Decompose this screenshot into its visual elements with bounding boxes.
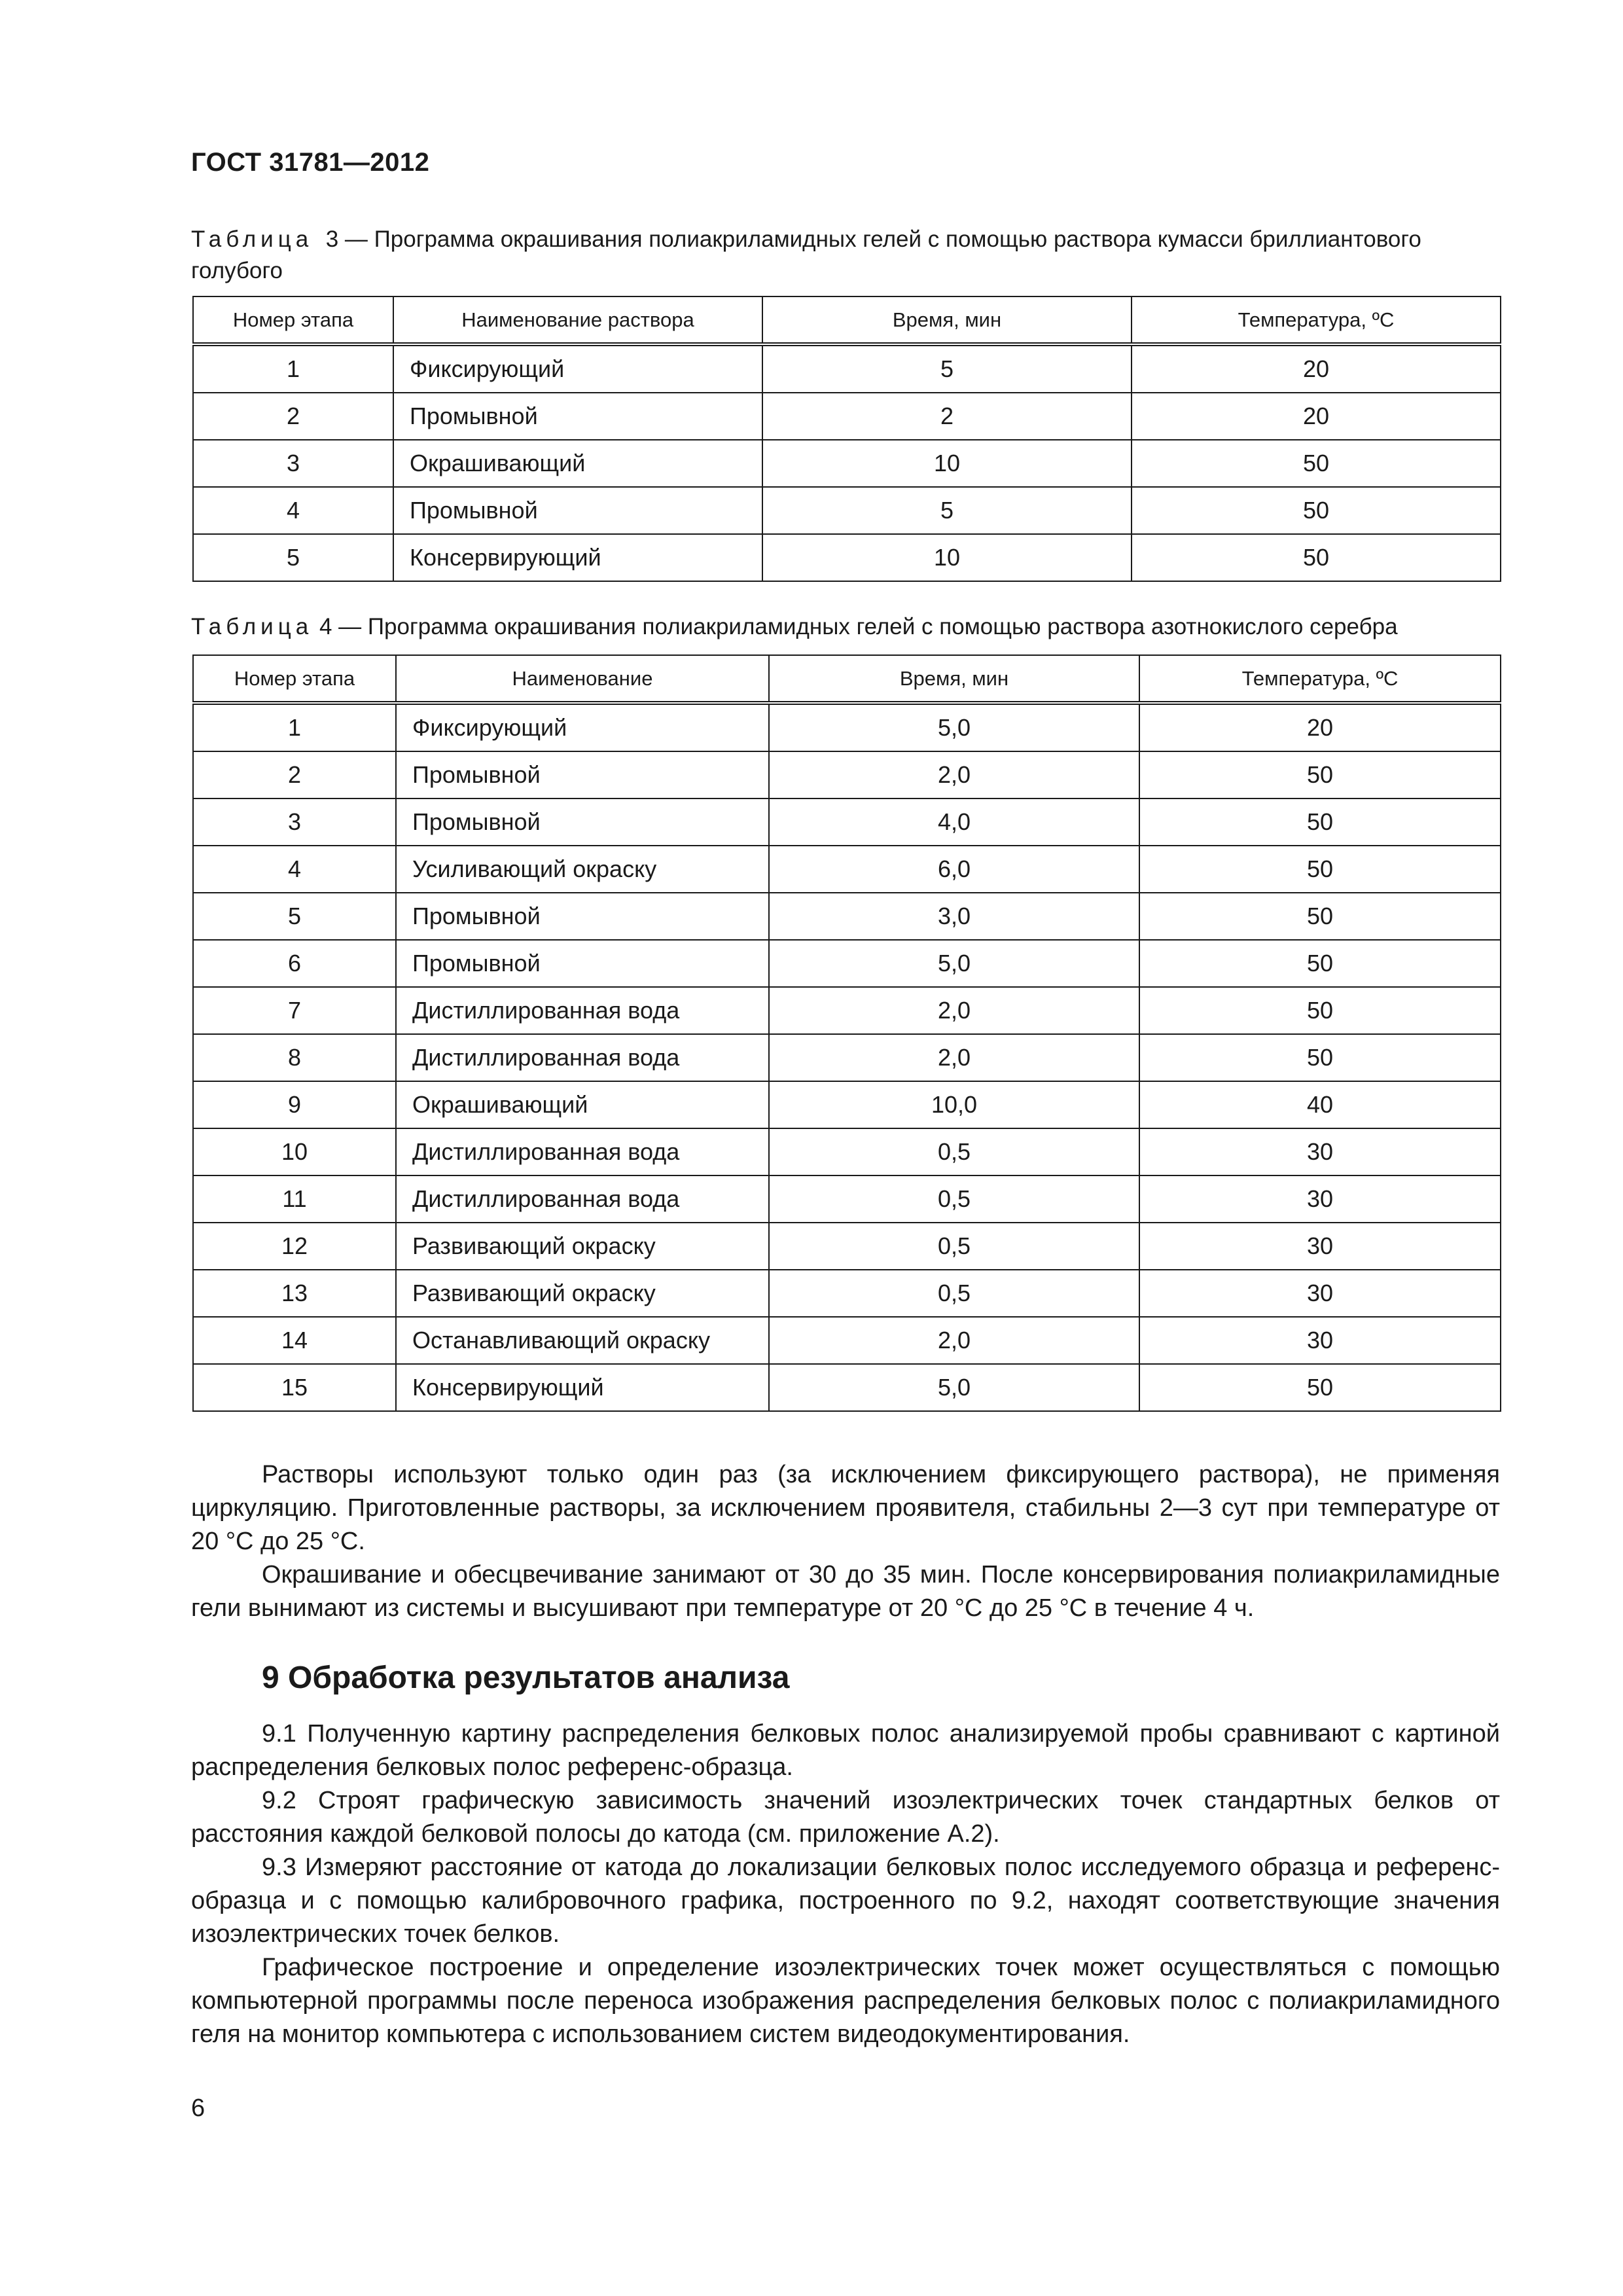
table-row: [193, 487, 1501, 534]
table-row: [193, 1034, 1501, 1081]
table-row: [193, 1128, 1501, 1175]
table3-caption: [191, 224, 1500, 287]
table-row: [193, 1175, 1501, 1223]
section-paragraph: 9.1 Полученную картину распределения белковых полос анализируемой пробы сравнивают с картиной распределения белковых полос референс-образца.: [191, 1720, 1500, 1781]
time-value-cell: 2: [762, 393, 1132, 440]
notes-paragraph: Окрашивание и обесцвечивание занимают от 30 до 35 мин. После консервирования полиакриламидные гели вынимают из системы и высушивают при температуре от 20 °С до 25 °С в течение 4 ч.: [191, 1561, 1500, 1622]
time-value-cell: 5,0: [769, 1364, 1139, 1411]
solution-name-cell: Дистиллированная вода: [396, 1175, 769, 1223]
table-row: [193, 703, 1501, 751]
step-number-cell: 14: [193, 1317, 396, 1364]
step-number-cell: 12: [193, 1223, 396, 1270]
time-value-cell: 0,5: [769, 1175, 1139, 1223]
table4-body: [193, 703, 1501, 1411]
time-value-cell: 4,0: [769, 798, 1139, 846]
step-number-cell: 9: [193, 1081, 396, 1128]
notes-block: [191, 1458, 1500, 1625]
time-value-cell: 5,0: [769, 940, 1139, 987]
temperature-value-cell: 30: [1139, 1128, 1501, 1175]
temperature-value-cell: 50: [1139, 893, 1501, 940]
time-value-cell: 0,5: [769, 1223, 1139, 1270]
time-value-cell: 0,5: [769, 1270, 1139, 1317]
table4-col-temperature: Температура, ºС: [1139, 655, 1501, 703]
temperature-value-cell: 30: [1139, 1270, 1501, 1317]
table-row: [193, 940, 1501, 987]
temperature-value-cell: 50: [1139, 751, 1501, 798]
time-value-cell: 2,0: [769, 987, 1139, 1034]
step-number-cell: 3: [193, 798, 396, 846]
solution-name-cell: Промывной: [396, 940, 769, 987]
document-header: ГОСТ 31781—2012: [191, 148, 430, 177]
step-number-cell: 2: [193, 751, 396, 798]
table-row: [193, 1081, 1501, 1128]
step-number-cell: 1: [193, 703, 396, 751]
table-row: [193, 846, 1501, 893]
section-paragraph: 9.2 Строят графическую зависимость значений изоэлектрических точек стандартных белков от расстояния каждой белковой полосы до катода (см. приложение А.2).: [191, 1787, 1500, 1848]
temperature-value-cell: 20: [1139, 703, 1501, 751]
table3-body: [193, 344, 1501, 581]
temperature-value-cell: 20: [1132, 344, 1501, 393]
solution-name-cell: Консервирующий: [396, 1364, 769, 1411]
table-row: [193, 987, 1501, 1034]
step-number-cell: 4: [193, 487, 393, 534]
table3: [192, 296, 1501, 582]
solution-name-cell: Консервирующий: [393, 534, 762, 581]
table-row: [193, 798, 1501, 846]
step-number-cell: 8: [193, 1034, 396, 1081]
table3-col-step: Номер этапа: [193, 296, 393, 344]
table-row: [193, 393, 1501, 440]
solution-name-cell: Фиксирующий: [396, 703, 769, 751]
table4-col-time: Время, мин: [769, 655, 1139, 703]
temperature-value-cell: 30: [1139, 1175, 1501, 1223]
step-number-cell: 7: [193, 987, 396, 1034]
solution-name-cell: Дистиллированная вода: [396, 987, 769, 1034]
time-value-cell: 5: [762, 344, 1132, 393]
time-value-cell: 2,0: [769, 1034, 1139, 1081]
step-number-cell: 1: [193, 344, 393, 393]
time-value-cell: 2,0: [769, 751, 1139, 798]
table4: [192, 655, 1501, 1412]
table4-caption: [191, 611, 1500, 643]
table-row: [193, 440, 1501, 487]
time-value-cell: 2,0: [769, 1317, 1139, 1364]
solution-name-cell: Фиксирующий: [393, 344, 762, 393]
step-number-cell: 15: [193, 1364, 396, 1411]
table4-caption-text: 4 — Программа окрашивания полиакриламидных гелей с помощью раствора азотнокислого серебра: [319, 614, 1398, 639]
temperature-value-cell: 30: [1139, 1223, 1501, 1270]
table3-col-name: Наименование раствора: [393, 296, 762, 344]
table-row: [193, 1270, 1501, 1317]
solution-name-cell: Промывной: [396, 751, 769, 798]
step-number-cell: 5: [193, 534, 393, 581]
time-value-cell: 10,0: [769, 1081, 1139, 1128]
temperature-value-cell: 20: [1132, 393, 1501, 440]
solution-name-cell: Окрашивающий: [393, 440, 762, 487]
table-row: [193, 751, 1501, 798]
solution-name-cell: Окрашивающий: [396, 1081, 769, 1128]
page-number: 6: [191, 2094, 205, 2122]
step-number-cell: 11: [193, 1175, 396, 1223]
table-row: [193, 534, 1501, 581]
time-value-cell: 5,0: [769, 703, 1139, 751]
table-row: [193, 893, 1501, 940]
time-value-cell: 6,0: [769, 846, 1139, 893]
step-number-cell: 10: [193, 1128, 396, 1175]
temperature-value-cell: 30: [1139, 1317, 1501, 1364]
time-value-cell: 0,5: [769, 1128, 1139, 1175]
solution-name-cell: Промывной: [396, 798, 769, 846]
section-title: 9 Обработка результатов анализа: [262, 1660, 790, 1695]
table4-col-name: Наименование: [396, 655, 769, 703]
section-body: [191, 1717, 1500, 2051]
solution-name-cell: Дистиллированная вода: [396, 1128, 769, 1175]
solution-name-cell: Дистиллированная вода: [396, 1034, 769, 1081]
temperature-value-cell: 50: [1139, 846, 1501, 893]
table-row: [193, 1223, 1501, 1270]
solution-name-cell: Развивающий окраску: [396, 1223, 769, 1270]
temperature-value-cell: 50: [1132, 440, 1501, 487]
table3-col-time: Время, мин: [762, 296, 1132, 344]
table3-header-row: [193, 296, 1501, 344]
table3-col-temperature: Температура, ºС: [1132, 296, 1501, 344]
table-row: [193, 344, 1501, 393]
section-paragraph: 9.3 Измеряют расстояние от катода до локализации белковых полос исследуемого образца и референс-образца и с помощью калибровочного графика, построенного по 9.2, находят соответствующие значения изоэлектрических точек белков.: [191, 1854, 1500, 1948]
temperature-value-cell: 50: [1139, 987, 1501, 1034]
table4-header-row: [193, 655, 1501, 703]
table-row: [193, 1364, 1501, 1411]
notes-paragraph: Растворы используют только один раз (за исключением фиксирующего раствора), не применяя циркуляцию. Приготовленные растворы, за исключением проявителя, стабильны 2—3 сут при температуре от 20 °С до 25 °С.: [191, 1461, 1500, 1555]
table3-caption-text: 3 — Программа окрашивания полиакриламидных гелей с помощью раствора кумасси бриллиантового голубого: [191, 226, 1421, 283]
solution-name-cell: Останавливающий окраску: [396, 1317, 769, 1364]
step-number-cell: 5: [193, 893, 396, 940]
solution-name-cell: Промывной: [393, 393, 762, 440]
table3-label: Таблица: [191, 226, 313, 252]
solution-name-cell: Усиливающий окраску: [396, 846, 769, 893]
step-number-cell: 13: [193, 1270, 396, 1317]
solution-name-cell: Промывной: [396, 893, 769, 940]
temperature-value-cell: 50: [1139, 940, 1501, 987]
temperature-value-cell: 50: [1139, 798, 1501, 846]
step-number-cell: 3: [193, 440, 393, 487]
table4-label: Таблица: [191, 614, 313, 639]
temperature-value-cell: 40: [1139, 1081, 1501, 1128]
temperature-value-cell: 50: [1132, 534, 1501, 581]
solution-name-cell: Развивающий окраску: [396, 1270, 769, 1317]
step-number-cell: 2: [193, 393, 393, 440]
step-number-cell: 4: [193, 846, 396, 893]
table-row: [193, 1317, 1501, 1364]
table4-col-step: Номер этапа: [193, 655, 396, 703]
temperature-value-cell: 50: [1139, 1364, 1501, 1411]
step-number-cell: 6: [193, 940, 396, 987]
temperature-value-cell: 50: [1132, 487, 1501, 534]
time-value-cell: 10: [762, 440, 1132, 487]
section-paragraph: Графическое построение и определение изоэлектрических точек может осуществляться с помощью компьютерной программы после переноса изображения распределения белковых полос с полиакриламидного геля на монитор компьютера с использованием систем видеодокументирования.: [191, 1954, 1500, 2048]
time-value-cell: 5: [762, 487, 1132, 534]
solution-name-cell: Промывной: [393, 487, 762, 534]
time-value-cell: 3,0: [769, 893, 1139, 940]
time-value-cell: 10: [762, 534, 1132, 581]
temperature-value-cell: 50: [1139, 1034, 1501, 1081]
